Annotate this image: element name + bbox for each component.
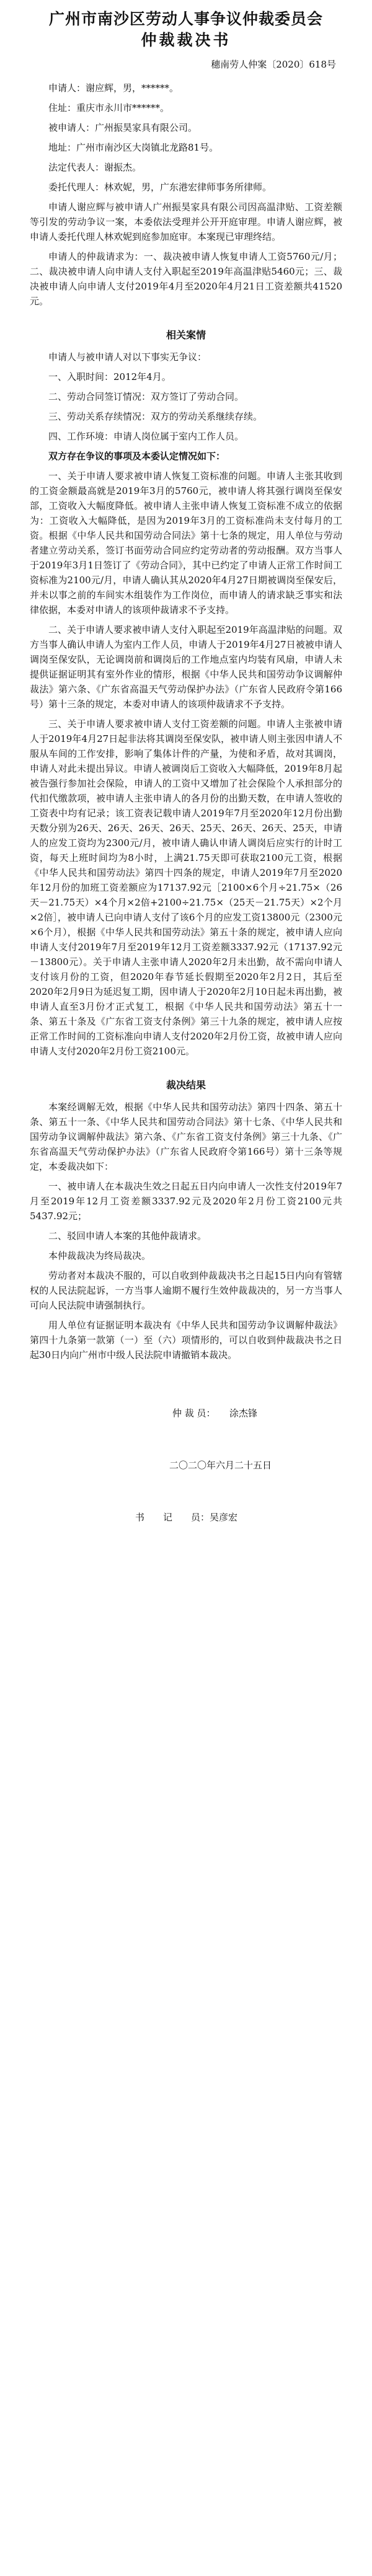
- ruling-item: 二、驳回申请人本案的其他仲裁请求。: [48, 1230, 207, 1242]
- clerk-label: 书 记 员：: [135, 1512, 210, 1523]
- signature-block: [30, 1406, 342, 1525]
- party-applicant-address: 住址：重庆市永川市******。: [48, 102, 170, 113]
- clerk-name: 吴彦宏: [210, 1512, 238, 1523]
- analysis-section: [30, 449, 342, 1059]
- fact-item: 四、工作环境：申请人岗位属于室内工作人员。: [48, 431, 244, 442]
- ruling-intro: 本案经调解无效，根据《中华人民共和国劳动法》第四十四条、第五十条、第五十一条、《中华人民共和国劳动合同法》第十七条、《中华人民共和国劳动争议调解仲裁法》第六条、《广东省工资支付条例》第三十九条、《广东省高温天气劳动保护办法》（广东省人民政府令第166号）第十三条等规定，本委裁决如下：: [30, 1101, 342, 1172]
- facts-intro: 申请人与被申请人对以下事实无争议：: [48, 351, 207, 363]
- analysis-paragraph: 二、关于申请人要求被申请人支付入职起至2019年高温津贴的问题。双方当事人确认申请人为室内工作人员，申请人于2019年4月27日被被申请人调岗至保安队，无论调岗前和调岗后的工作地点室内均装有风扇，申请人未提供证据证明其有室外作业的情形，根据《中华人民共和国劳动争议调解仲裁法》第六条、《广东省高温天气劳动保护办法》（广东省人民政府令第166号）第十三条的规定，本委对申请人的该项仲裁请求不予支持。: [30, 624, 342, 710]
- analysis-paragraph: 三、关于申请人要求被申请人支付工资差额的问题。申请人主张被申请人于2019年4月27日起非法将其调岗至保安队，被申请人则主张因申请人不服从车间的工作安排，影响了集体计件的产量，为使和矛盾，故对其调岗，申请人对此未提出异议。申请人被调岗后工资收入大幅降低，2019年8月起被告强行参加社会保险，申请人的工资中又增加了社会保险个人承担部分的代扣代缴款项，被申请人主张申请人的各月份的出勤天数，在申请人签收的工资表中均有记录；该工资表记载申请人2019年7月至2020年12月份出勤天数分别为26天、26天、26天、26天、25天、26天、26天、25天，申请人的应发工资均为2300元/月，被申请人确认申请人调岗后应实行的计时工资，每天上班时间均为8小时，上满21.75天即可获取2100元工资，根据《中华人民共和国劳动法》第四十四条的规定，申请人2019年7月至2020年12月份的加班工资差额应为17137.92元［2100×6个月÷21.75×（26天－21.75天）×4个月×2倍+2100÷21.75×（25天－21.75天）×2个月×2倍］，被申请人已向申请人支付了该6个月的应发工资13800元（2300元×6个月），根据《中华人民共和国劳动法》第五十条的规定，被申请人应向申请人支付2019年7月至2019年12月工资差额3337.92元（17137.92元－13800元）。关于申请人主张申请人2020年2月未出勤，故不需向申请人支付该月份的工资，但2020年春节延长假期至2020年2月2日，其后至2020年2月9日为延迟复工期，因申请人于2020年2月10日起未再出勤，被申请人直至3月份才正式复工，根据《中华人民共和国劳动法》第五十一条、第五十条及《广东省工资支付条例》第三十九条的规定，被申请人应按正常工作时间的工资标准向申请人支付2020年2月份工资，故被申请人应向申请人支付2020年2月份工资2100元。: [30, 718, 342, 1057]
- fact-item: 三、劳动关系存续情况：双方的劳动关系继续存续。: [48, 411, 263, 422]
- award-date: 二〇二〇年六月二十五日: [169, 1460, 272, 1471]
- committee-title: 广州市南沙区劳动人事争议仲裁委员会: [48, 10, 323, 28]
- fact-item: 二、劳动合同签订情况：双方签订了劳动合同。: [48, 391, 244, 402]
- arbitrator-line: [30, 1406, 342, 1421]
- party-respondent: 被申请人：广州振昊家具有限公司。: [48, 122, 198, 133]
- arbitrator-label: 仲 裁 员：: [172, 1408, 216, 1419]
- ruling-item: 一、被申请人在本裁决生效之日起五日内向申请人一次性支付2019年7月至2019年12月工资差额3337.92元及2020年2月份工资2100元共5437.92元；: [30, 1181, 342, 1222]
- clerk-line: [30, 1510, 342, 1525]
- analysis-paragraph: 一、关于申请人要求被申请人恢复工资标准的问题。申请人主张其收到的工资金额最高就是2019年3月的5760元，被申请人将其强行调岗至保安部，工资收入大幅度降低。被申请人主张申请人恢复工资标准不成立的依据为：工资收入大幅降低，是因为2019年3月的工资标准尚未支付每月的工资。根据《中华人民共和国劳动合同法》第十七条的规定，用人单位与劳动者建立劳动关系，签订书面劳动合同应约定劳动者的劳动报酬。双方当事人于2019年3月1日签订了《劳动合同》，其中已约定了申请人正常工作时间工资标准为2100元/月，申请人确认其从2020年4月27日期被调岗至保安后，并未以事之前的车间实木组装作为工作岗位，而申请人的请求缺乏事实和法律依据，本委对申请人的该项仲裁请求不予支持。: [30, 470, 342, 615]
- party-agent: 委托代理人：林欢妮，男，广东港宏律师事务所律师。: [48, 182, 272, 193]
- ruling-heading: 裁决结果: [166, 1079, 206, 1091]
- analysis-heading: 双方存在争议的事项及本委认定情况如下：: [48, 451, 226, 462]
- ruling-section: [30, 1077, 342, 1362]
- ruling-note: 劳动者对本裁决不服的，可以自收到仲裁裁决书之日起15日内向有管辖权的人民法院起诉，一方当事人逾期不履行生效仲裁裁决的，另一方当事人可向人民法院申请强制执行。: [30, 1270, 342, 1311]
- intro-paragraph: 申请人谢应辉与被申请人广州振昊家具有限公司因高温津贴、工资差额等引发的劳动争议一案，本委依法受理并公开开庭审理。申请人谢应辉，被申请人委托代理人林欢妮到庭参加庭审。本案现已审理终结。: [30, 201, 342, 242]
- arbitrator-name: 涂杰锋: [229, 1408, 258, 1419]
- claims-paragraph: 申请人的仲裁请求为：一、裁决被申请人恢复申请人工资5760元/月；二、裁决被申请人向申请人支付入职起至2019年高温津贴5460元；三、裁决被申请人向申请人支付2019年4月至2020年4月21日工资差额共41520元。: [30, 251, 342, 307]
- facts-section: [30, 327, 342, 444]
- party-applicant: 申请人：谢应辉，男，******。: [48, 82, 179, 94]
- document-title: 仲裁裁决书: [141, 31, 231, 49]
- party-respondent-address: 地址：广州市南沙区大岗镇北龙路81号。: [48, 142, 219, 153]
- facts-heading: 相关案情: [166, 329, 206, 341]
- fact-item: 一、入职时间：2012年4月。: [48, 371, 171, 382]
- ruling-note: 用人单位有证据证明本裁决有《中华人民共和国劳动争议调解仲裁法》第四十九条第一款第（一）至（六）项情形的，可以自收到仲裁裁决书之日起30日内向广州市中级人民法院申请撤销本裁决。: [30, 1320, 342, 1361]
- case-number: 穗南劳人仲案〔2020〕618号: [211, 59, 336, 70]
- ruling-item: 本仲裁裁决为终局裁决。: [48, 1250, 151, 1261]
- parties-section: [30, 81, 342, 195]
- party-legal-representative: 法定代表人：谢振杰。: [48, 162, 142, 173]
